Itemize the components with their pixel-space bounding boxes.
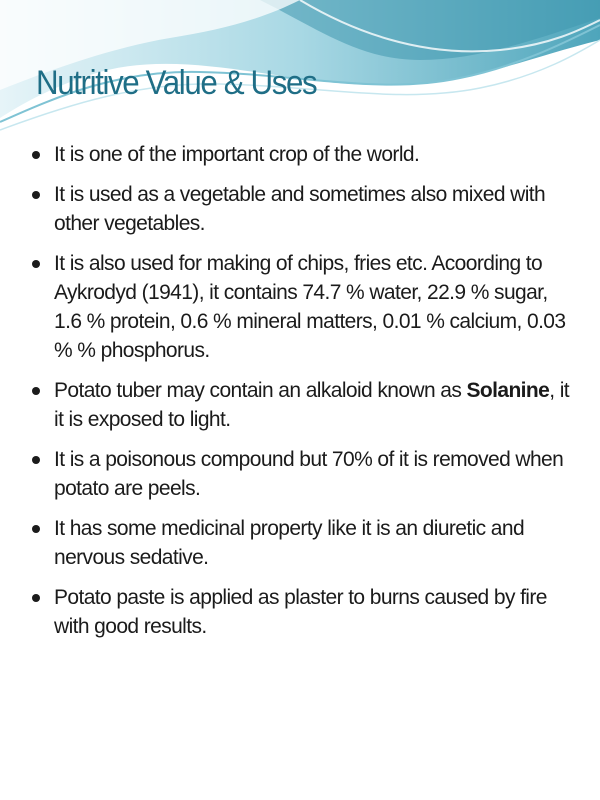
bullet-item: [32, 140, 572, 169]
slide-title: Nutritive Value & Uses: [36, 64, 317, 102]
bullet-text: It is one of the important crop of the world.: [54, 143, 420, 166]
bullet-dot-icon: [32, 525, 40, 533]
bullet-text: It is a poisonous compound but 70% of it is removed when potato are peels.: [54, 448, 564, 500]
bullet-dot-icon: [32, 456, 40, 464]
bullet-dot-icon: [32, 260, 40, 268]
bullet-item: [32, 376, 572, 434]
bullet-item: [32, 445, 572, 503]
bullet-text-pre: Potato tuber may contain an alkaloid known as: [54, 379, 467, 402]
bullet-item: [32, 514, 572, 572]
bullet-text: It is used as a vegetable and sometimes also mixed with other vegetables.: [54, 183, 546, 235]
bullet-item: [32, 180, 572, 238]
bullet-text: It is also used for making of chips, fries etc. Acoording to Aykrodyd (1941), it contains 74.7 % water, 22.9 % sugar, 1.6 % protein, 0.6 % mineral matters, 0.01 % calcium, 0.03 % % phosphorus.: [54, 252, 566, 362]
bullet-dot-icon: [32, 191, 40, 199]
bullet-text-bold-term: Solanine: [466, 379, 550, 402]
bullet-list: [32, 140, 572, 652]
bullet-dot-icon: [32, 151, 40, 159]
bullet-text: Potato paste is applied as plaster to burns caused by fire with good results.: [54, 586, 547, 638]
bullet-text-post: , it it is exposed to light.: [54, 379, 569, 431]
bullet-dot-icon: [32, 594, 40, 602]
bullet-dot-icon: [32, 387, 40, 395]
bullet-item: [32, 583, 572, 641]
bullet-item: [32, 249, 572, 365]
bullet-text: It has some medicinal property like it is an diuretic and nervous sedative.: [54, 517, 525, 569]
